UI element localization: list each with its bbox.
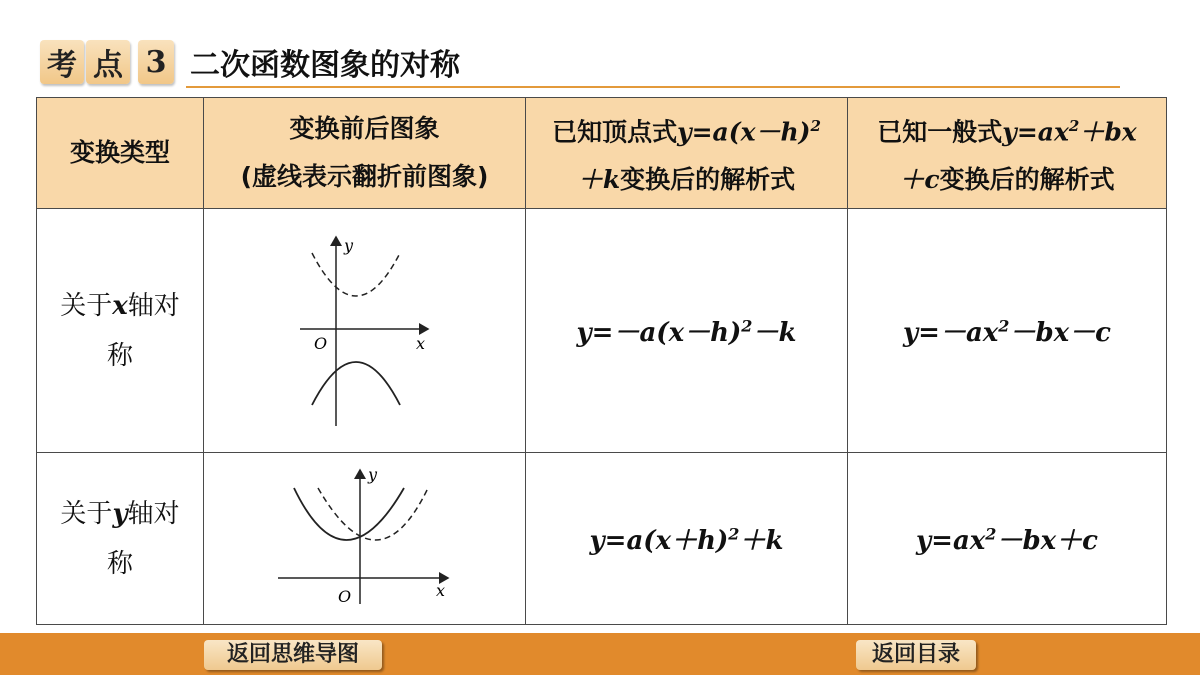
symmetry-table (36, 97, 1167, 625)
page-title: 二次函数图象的对称 (190, 48, 460, 83)
x-axis-label: x (415, 333, 425, 353)
table-header-row (37, 98, 1167, 209)
return-toc-button[interactable]: 返回目录 (856, 640, 976, 670)
header-graph: 变换前后图象 (虚线表示翻折前图象) (204, 98, 526, 209)
title-underline (186, 86, 1120, 88)
header-transform-type: 变换类型 (37, 98, 204, 209)
y-axis-label: y (343, 235, 353, 255)
general-form-result-x: $y=-ax^2-bx-c$ (848, 209, 1167, 453)
origin-label: O (313, 333, 327, 353)
reflected-parabola (312, 362, 400, 405)
header-general-form: 已知一般式$y=ax^2+bx$ ＋c变换后的解析式 (848, 98, 1167, 209)
graph-y-axis-reflection (204, 453, 526, 625)
original-parabola-dashed (312, 253, 400, 296)
kaodian-badge-1: 考 (40, 40, 84, 84)
x-reflection-graph (290, 231, 440, 431)
footer-bar (0, 633, 1200, 675)
table-row (37, 453, 1167, 625)
y-axis-label: y (367, 464, 377, 484)
y-reflection-graph (270, 464, 460, 614)
header-vertex-form: 已知顶点式$y=a(x-h)^2$ ＋k变换后的解析式 (526, 98, 848, 209)
section-header (40, 36, 460, 88)
section-number-badge: 3 (138, 40, 174, 84)
vertex-form-result-y: $y=a(x+h)^2+k$ (526, 453, 848, 625)
vertex-form-result-x: $y=-a(x-h)^2-k$ (526, 209, 848, 453)
kaodian-badge-2: 点 (86, 40, 130, 84)
row-label-y-axis: 关于y轴对 称 (37, 453, 204, 625)
row-label-x-axis: 关于x轴对 称 (37, 209, 204, 453)
table-row (37, 209, 1167, 453)
general-form-result-y: $y=ax^2-bx+c$ (848, 453, 1167, 625)
return-mindmap-button[interactable]: 返回思维导图 (204, 640, 382, 670)
x-axis-label: x (435, 580, 445, 600)
reflected-parabola (294, 488, 404, 540)
original-parabola-dashed (318, 488, 428, 540)
graph-x-axis-reflection (204, 209, 526, 453)
origin-label: O (337, 586, 351, 606)
